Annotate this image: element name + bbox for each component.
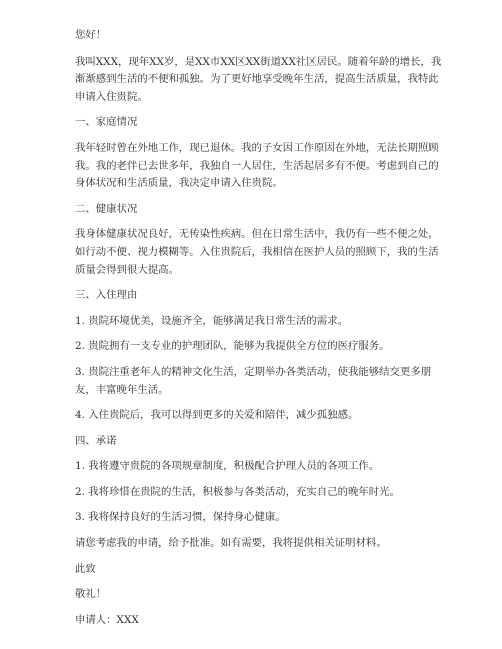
- greeting: 您好！: [75, 29, 107, 41]
- reason-item: 1. 贵院环境优美，设施齐全，能够满足我日常生活的需求。: [75, 314, 348, 327]
- signature: 申请人：XXX: [75, 613, 139, 626]
- section-heading-reasons: 三、入住理由: [75, 289, 138, 302]
- section-heading-promises: 四、承诺: [75, 434, 117, 447]
- reason-item: 2. 贵院拥有一支专业的护理团队，能够为我提供全方位的医疗服务。: [75, 340, 390, 353]
- closing-paragraph: 请您考虑我的申请，给予批准。如有需要，我将提供相关证明材料。: [75, 537, 387, 550]
- reason-item: 4. 入住贵院后，我可以得到更多的关爱和陪伴，减少孤独感。: [75, 409, 359, 422]
- section-body-family: 我年轻时曾在外地工作，现已退休。我的子女因工作原因在外地，无法长期照顾我。我的老伴已去世多年，我独自一人居住，生活起居多有不便。考虑到自己的身体状况和生活质量，我决定申请入住贵院。: [75, 141, 439, 190]
- reason-item: 3. 贵院注重老年人的精神文化生活，定期举办各类活动，使我能够结交更多朋友，丰富晚年生活。: [75, 365, 432, 396]
- promise-item: 1. 我将遵守贵院的各项规章制度，积极配合护理人员的各项工作。: [75, 460, 380, 473]
- section-body-health: 我身体健康状况良好，无传染性疾病。但在日常生活中，我仍有一些不便之处，如行动不便、视力模糊等。入住贵院后，我相信在医护人员的照顾下，我的生活质量会得到很大提高。: [75, 228, 439, 276]
- section-heading-family: 一、家庭情况: [75, 116, 138, 129]
- intro-paragraph: 我叫XXX，现年XX岁，是XX市XX区XX街道XX社区居民。随着年龄的增长，我渐渐感到生活的不便和孤独。为了更好地享受晚年生活，提高生活质量，我特此申请入住贵院。: [75, 55, 442, 103]
- salutation-cizhi: 此致: [75, 562, 96, 575]
- promise-item: 2. 我将珍惜在贵院的生活，积极参与各类活动，充实自己的晚年时光。: [75, 485, 400, 498]
- section-heading-health: 二、健康状况: [75, 202, 138, 215]
- promise-item: 3. 我将保持良好的生活习惯，保持身心健康。: [75, 511, 286, 524]
- salutation-jingli: 敬礼！: [75, 588, 107, 601]
